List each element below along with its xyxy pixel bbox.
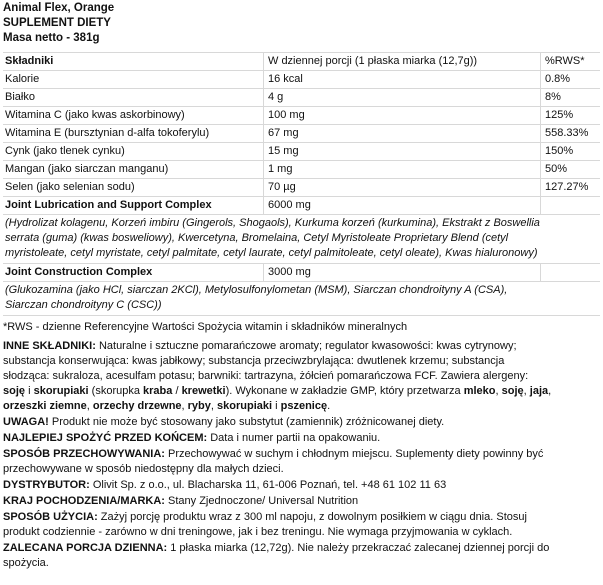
complex-name: Joint Lubrication and Support Complex [5,199,212,211]
ingredient-name: Witamina E (bursztynian d-alfa tokoferylu) [5,127,210,139]
section-text: przechowywane w sposób niedostępny dla małych dzieci. [3,463,284,475]
net-weight: Masa netto - 381g [3,32,100,44]
complex-row [3,197,600,215]
ingredient-name: Witamina C (jako kwas askorbinowy) [5,109,185,121]
allergen: mleko [463,385,496,397]
section-text: Przechowywać w suchym i chłodnym miejscu. Suplementy diety powinny być [164,448,544,460]
table-header-row [3,53,600,71]
allergen: orzechy drzewne [92,400,182,412]
complex-row [3,264,600,282]
allergen: soję [501,385,524,397]
storage [3,447,600,477]
section-text: . [327,400,331,412]
rws-note: *RWS - dzienne Referencyjne Wartości Spożycia witamin i składników mineralnych [3,321,408,333]
other-ingredients [3,339,600,414]
section-label: SPOSÓB PRZECHOWYWANIA: [3,448,165,460]
ingredient-name: Cynk (jako tlenek cynku) [5,145,125,157]
ingredient-amount: 67 mg [268,127,299,139]
complex-ingredients [3,215,600,264]
table-row [3,161,600,179]
distributor [3,478,600,493]
col-header-rws: %RWS* [545,55,585,67]
section-text: , [548,385,552,397]
table-row [3,71,600,89]
section-label: SPOSÓB UŻYCIA: [3,511,98,523]
section-label: KRAJ POCHODZENIA/MARKA: [3,495,165,507]
section-text: i [272,400,281,412]
section-text: , [495,385,502,397]
label-document [3,1,600,572]
table-row [3,179,600,197]
section-text: Zażyj porcję produktu wraz z 300 ml napoju, z dowolnym posiłkiem w ciągu dnia. Stosuj [97,511,527,523]
complex-ingredients [3,282,600,316]
ingredient-rws: 558.33% [545,127,589,139]
complex-ingredients-line: serrata (guma) (kwas bosweliowy), Kwercetyna, Bromelaina, Cetyl Myristoleate Proprietary Blend (cetyl [5,232,509,244]
complex-ingredients-line: (Hydrolizat kolagenu, Korzeń imbiru (Gingerols, Shogaols), Kurkuma korzeń (kurkumina), Ekstrakt z Boswellia [5,217,540,229]
complex-ingredients-line: myristoleate, cetyl myristate, cetyl palmitate, cetyl laurate, cetyl palmitoleate, cetyl oleate), Kwas hialuronowy) [5,247,538,259]
section-text: 1 płaska miarka (12,72g). Nie należy przekraczać zalecanej dziennej porcji do [167,542,550,554]
allergen: soję [3,385,26,397]
section-text: Naturalne i sztuczne pomarańczowe aromaty; regulator kwasowości: kwas cytrynowy; [95,340,517,352]
allergen: kraba [143,385,173,397]
table-row [3,125,600,143]
product-name: Animal Flex, Orange [3,2,115,14]
section-text: , [210,400,218,412]
ingredient-amount: 4 g [268,91,284,103]
ingredient-amount: 100 mg [268,109,305,121]
section-text: produkt codziennie - zarówno w dni treningowe, jak i bez treningu. Nie wymaga przyjmowania w cyklach. [3,526,513,538]
ingredient-amount: 16 kcal [268,73,303,85]
section-label: UWAGA! [3,416,49,428]
allergen: skorupiaki [33,385,89,397]
section-text: , [181,400,188,412]
label-footer [3,320,600,571]
complex-ingredients-line: (Glukozamina (jako HCl, siarczan 2KCl), Metylosulfonylometan (MSM), Siarczan chondroityny A (CSA), [5,284,508,296]
allergen: skorupiaki [217,400,273,412]
best-before [3,431,600,446]
ingredient-rws: 50% [545,163,568,175]
section-text: substancja konserwująca: kwas jabłkowy; substancja przeciwzbrylająca: dwutlenek krzemu; substancja [3,355,505,367]
nutrition-table [3,52,600,316]
section-text: , [523,385,530,397]
section-label: DYSTRYBUTOR: [3,479,90,491]
section-label: NAJLEPIEJ SPOŻYĆ PRZED KOŃCEM: [3,432,208,444]
origin-brand [3,494,600,509]
allergen: pszenicę [280,400,328,412]
complex-amount: 6000 mg [268,199,311,211]
section-text: / [172,385,182,397]
allergen: ryby [187,400,211,412]
warning [3,415,600,430]
col-header-daily-portion: W dziennej porcji (1 płaska miarka (12,7g)) [268,55,478,67]
usage [3,510,600,540]
product-category: SUPLEMENT DIETY [3,17,111,29]
ingredient-rws: 127.27% [545,181,589,193]
section-text: spożycia. [3,557,49,569]
ingredient-rws: 125% [545,109,574,121]
ingredient-rws: 150% [545,145,574,157]
section-text: Stany Zjednoczone/ Universal Nutrition [164,495,359,507]
col-header-ingredients: Składniki [5,55,54,67]
ingredient-name: Mangan (jako siarczan manganu) [5,163,169,175]
complex-name: Joint Construction Complex [5,266,153,278]
table-row [3,143,600,161]
ingredient-rws: 0.8% [545,73,571,85]
section-text: Data i numer partii na opakowaniu. [207,432,381,444]
complex-ingredients-line: Siarczan chondroityny C (CSC)) [5,299,162,311]
ingredient-name: Selen (jako selenian sodu) [5,181,135,193]
ingredient-name: Białko [5,91,35,103]
ingredient-name: Kalorie [5,73,40,85]
table-row [3,89,600,107]
allergen: krewetki [181,385,226,397]
section-label: INNE SKŁADNIKI: [3,340,96,352]
section-text: i [25,385,34,397]
table-row [3,107,600,125]
ingredient-rws: 8% [545,91,561,103]
section-text: ). Wykonane w zakładzie GMP, który przetwarza [225,385,464,397]
section-text: Produkt nie może być stosowany jako substytut (zamiennik) zróżnicowanej diety. [48,416,445,428]
complex-amount: 3000 mg [268,266,311,278]
section-text: Olivit Sp. z o.o., ul. Blacharska 11, 61-006 Poznań, tel. +48 61 102 11 63 [89,479,447,491]
section-label: ZALECANA PORCJA DZIENNA: [3,542,168,554]
ingredient-amount: 70 µg [268,181,296,193]
allergen: orzeszki ziemne [3,400,87,412]
ingredient-amount: 15 mg [268,145,299,157]
section-text: , [86,400,93,412]
ingredient-amount: 1 mg [268,163,293,175]
section-text: (skorupka [88,385,144,397]
daily-dose [3,541,600,571]
allergen: jaja [529,385,549,397]
section-text: słodząca: sukraloza, acesulfam potasu; barwniki: tartrazyna, żółcień pomarańczowa FCF. Zawiera alergeny: [3,370,529,382]
